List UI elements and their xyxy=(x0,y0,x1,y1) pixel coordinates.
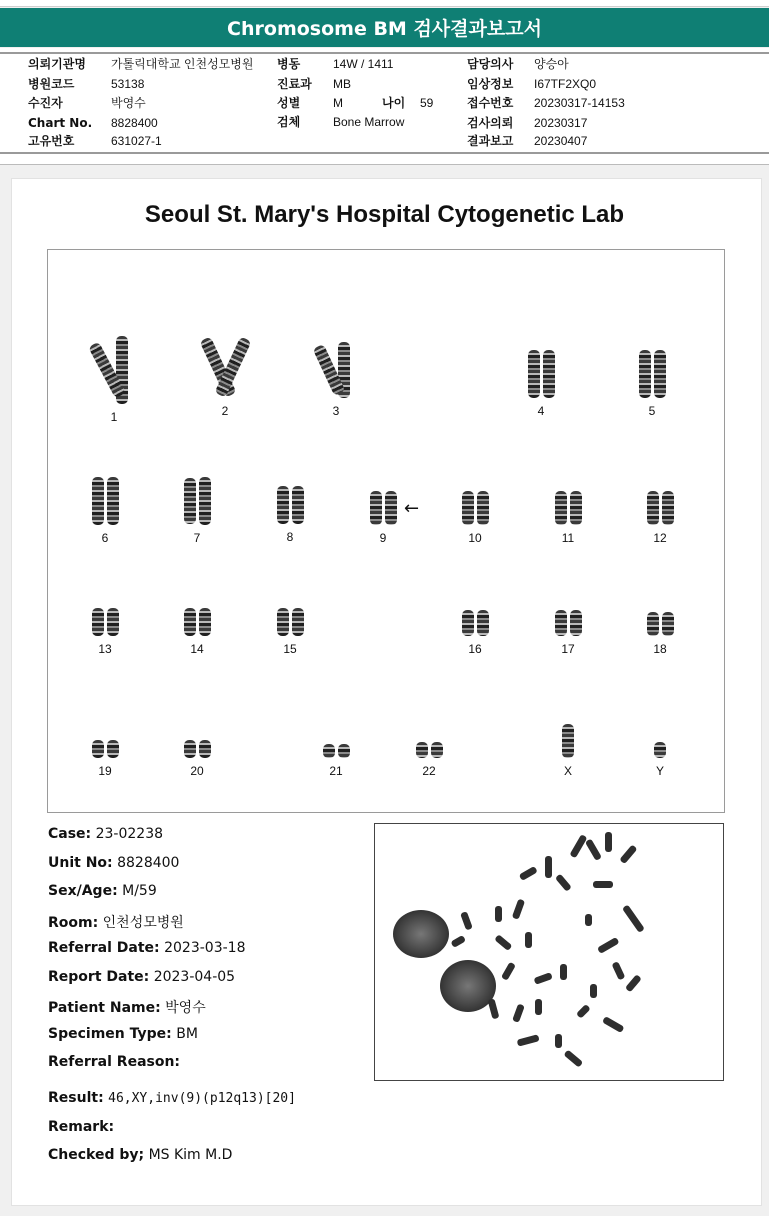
specimen-value: Bone Marrow xyxy=(333,115,405,129)
chromosome-4 xyxy=(511,350,571,418)
ward-label: 병동 xyxy=(277,57,301,71)
chromosome-12 xyxy=(630,491,690,545)
sex-age-field: Sex/Age: M/59 xyxy=(48,883,157,899)
chromosome-6 xyxy=(75,477,135,545)
chart-no-label: Chart No. xyxy=(28,116,93,130)
chromosome-label: 12 xyxy=(653,531,667,545)
specimen-label: 검체 xyxy=(277,115,301,129)
sex-label: 성별 xyxy=(277,96,301,110)
chromosome-15 xyxy=(260,608,320,656)
karyogram-panel xyxy=(47,249,725,813)
chromosome-label: 18 xyxy=(653,642,667,656)
chromosome-label: 9 xyxy=(379,531,387,545)
chromosome-5 xyxy=(622,350,682,418)
report-label: 결과보고 xyxy=(467,134,514,148)
dept-label: 진료과 xyxy=(277,77,312,91)
clinical-value: I67TF2XQ0 xyxy=(534,77,597,91)
nucleus-2 xyxy=(440,960,496,1012)
chromosome-y xyxy=(630,742,690,778)
unit-no-field: Unit No: 8828400 xyxy=(48,855,180,871)
chromosome-label: 5 xyxy=(648,404,656,418)
result-field: Result: 46,XY,inv(9)(p12q13)[20] xyxy=(48,1090,296,1106)
case-field: Case: 23-02238 xyxy=(48,826,164,842)
dept-value: MB xyxy=(333,77,351,91)
chromosome-label: 10 xyxy=(468,531,482,545)
chromosome-label: 13 xyxy=(98,642,112,656)
report-banner xyxy=(0,8,769,47)
request-label: 검사의뢰 xyxy=(467,116,514,130)
chromosome-label: X xyxy=(563,764,572,778)
institution-label: 의뢰기관명 xyxy=(28,57,86,71)
chromosome-7 xyxy=(167,477,227,545)
specimen-type-field: Specimen Type: BM xyxy=(48,1026,198,1042)
chromosome-label: 3 xyxy=(332,404,340,418)
chromosome-20 xyxy=(167,740,227,778)
chromosome-label: 14 xyxy=(190,642,204,656)
chromosome-label: 1 xyxy=(110,410,118,424)
chromosome-label: 19 xyxy=(98,764,112,778)
metaphase-chromosomes xyxy=(450,832,644,1068)
unique-no-label: 고유번호 xyxy=(28,134,75,148)
patient-label: 수진자 xyxy=(28,96,63,110)
lab-title: Seoul St. Mary's Hospital Cytogenetic Lab xyxy=(144,201,625,228)
patient-name-field: Patient Name: 박영수 xyxy=(48,1000,206,1016)
room-field: Room: 인천성모병원 xyxy=(48,915,184,931)
metaphase-image xyxy=(374,823,724,1081)
report-date-value: 20230407 xyxy=(534,134,588,148)
unique-no-value: 631027-1 xyxy=(111,134,162,148)
chromosome-x xyxy=(538,724,598,778)
chromosome-11 xyxy=(538,491,598,545)
hospital-code-value: 53138 xyxy=(111,77,145,91)
top-edge xyxy=(0,0,769,7)
receipt-label: 접수번호 xyxy=(467,96,514,110)
doctor-label: 담당의사 xyxy=(467,57,514,71)
chromosome-22 xyxy=(399,742,459,778)
receipt-value: 20230317-14153 xyxy=(534,96,625,110)
info-top-rule xyxy=(0,52,769,54)
chromosome-label: 4 xyxy=(537,404,545,418)
age-label: 나이 xyxy=(382,96,406,110)
chromosome-16 xyxy=(445,610,505,656)
nucleus-1 xyxy=(393,910,449,958)
chromosome-label: 22 xyxy=(422,764,436,778)
clinical-label: 임상정보 xyxy=(467,77,514,91)
chromosome-2 xyxy=(195,336,255,418)
chromosome-label: 11 xyxy=(561,531,575,545)
remark-field: Remark: xyxy=(48,1119,115,1135)
chromosome-21 xyxy=(306,744,366,778)
institution-value: 가톨릭대학교 인천성모병원 xyxy=(111,57,254,71)
chromosome-label: Y xyxy=(655,764,664,778)
chromosome-17 xyxy=(538,610,598,656)
chromosome-label: 7 xyxy=(193,531,201,545)
chromosome-18 xyxy=(630,612,690,656)
chromosome-8 xyxy=(260,486,320,544)
chromosome-1 xyxy=(84,336,144,424)
sex-value: M xyxy=(333,96,343,110)
info-bottom-rule xyxy=(0,152,769,154)
chromosome-label: 6 xyxy=(101,531,109,545)
ward-value: 14W / 1411 xyxy=(333,57,394,71)
chromosome-label: 21 xyxy=(329,764,343,778)
chart-no-value: 8828400 xyxy=(111,116,158,130)
chromosome-label: 15 xyxy=(283,642,297,656)
metaphase-drawing xyxy=(375,824,723,1080)
chromosome-label: 2 xyxy=(221,404,229,418)
referral-reason-field: Referral Reason: xyxy=(48,1054,181,1070)
checked-by-field: Checked by; MS Kim M.D xyxy=(48,1147,233,1163)
doctor-value: 양승아 xyxy=(534,57,569,71)
chromosome-13 xyxy=(75,608,135,656)
chromosome-label: 17 xyxy=(561,642,575,656)
report-title: Chromosome BM 검사결과보고서 xyxy=(227,18,542,40)
inversion-arrow: ← xyxy=(404,498,420,519)
chromosome-label: 20 xyxy=(190,764,204,778)
referral-date-field: Referral Date: 2023-03-18 xyxy=(48,940,246,956)
patient-value: 박영수 xyxy=(111,96,146,110)
hospital-code-label: 병원코드 xyxy=(28,77,75,91)
request-date-value: 20230317 xyxy=(534,116,588,130)
chromosome-19 xyxy=(75,740,135,778)
report-date-field: Report Date: 2023-04-05 xyxy=(48,969,236,985)
chromosome-10 xyxy=(445,491,505,545)
age-value: 59 xyxy=(420,96,434,110)
chromosome-3 xyxy=(306,342,366,418)
chromosome-label: 8 xyxy=(286,530,294,544)
chromosome-14 xyxy=(167,608,227,656)
chromosome-label: 16 xyxy=(468,642,482,656)
